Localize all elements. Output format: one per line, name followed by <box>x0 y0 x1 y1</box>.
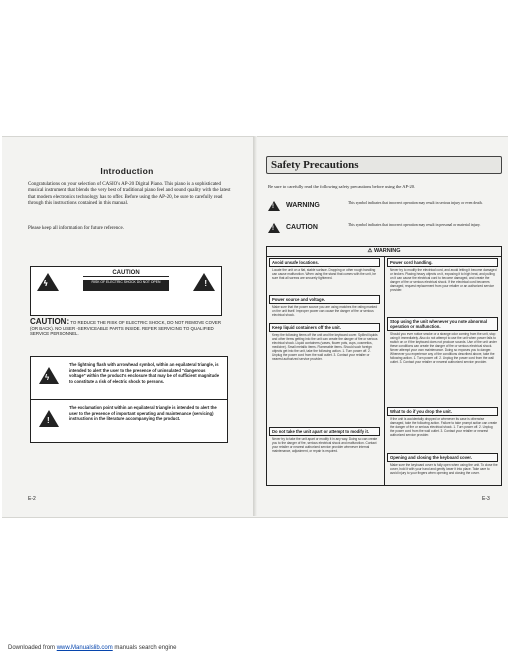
section-power-cord <box>387 258 498 292</box>
warning-triangle-icon <box>268 201 280 211</box>
section-text: Locate the unit on a flat, stable surface. Dropping or other rough handling can cause malfunction. When using the stand that comes with the unit, be sure that all screws are securely tightened. <box>272 268 377 280</box>
right-page <box>258 136 508 516</box>
section-text: Make sure that the power source you are using matches the rating marked on the unit itself. Improper power can cause the danger of fire or serious electrical shock. <box>272 305 378 317</box>
intro-paragraph-2: Please keep all information for future reference. <box>28 226 124 231</box>
left-page <box>2 136 252 516</box>
section-heading: Do not take the unit apart or attempt to modify it. <box>269 427 380 436</box>
section-drop-unit <box>387 407 498 437</box>
caution-label-heading: CAUTION <box>83 270 169 277</box>
warning-exclamation-icon: ! <box>272 204 274 210</box>
signal-caution-row <box>268 222 498 236</box>
section-power-voltage <box>269 295 380 317</box>
section-heading: What to do if you drop the unit. <box>387 407 498 416</box>
section-heading: Keep liquid containers off the unit. <box>269 323 380 332</box>
lightning-note-text: The lightning flash with arrowhead symbol, within an equilateral triangle, is intended to alert the user to the presence of uninsulated "dangerous voltage" within the product's enclosure that may be of sufficient magnitude to constitute a risk of electric shock to persons. <box>69 362 220 384</box>
signal-warning-desc: This symbol indicates that incorrect operation may result in serious injury or even death. <box>348 201 483 205</box>
intro-paragraph-1: Congratulations on your selection of CASIO's AP-20 Digital Piano. This piano is a sophisticated musical instrument that blends the very best of traditional piano feel and sound quality with the latest that modern electronics technology has to offer. Before using the AP-20, be sure to carefully read through this instructions contained in this manual. <box>28 182 231 207</box>
signal-caution-desc: This symbol indicates that incorrect operation may result in personal or material injury. <box>348 223 481 227</box>
section-heading: Stop using the unit whenever you note abnormal operation or malfunction. <box>387 317 498 331</box>
caution-label-box <box>30 266 222 316</box>
section-heading: Avoid unsafe locations. <box>269 258 380 267</box>
footer-prefix: Downloaded from <box>8 645 56 651</box>
manualslib-link[interactable]: www.Manualslib.com <box>56 645 113 651</box>
section-no-disassembly <box>269 427 380 453</box>
section-liquid-containers <box>269 323 380 361</box>
warning-frame-heading-text: WARNING <box>373 248 401 254</box>
signal-word-warning: WARNING <box>286 202 320 209</box>
lightning-symbol-note <box>30 356 228 400</box>
exclamation-mark-icon: ! <box>204 279 207 288</box>
signal-word-caution: CAUTION <box>286 224 318 231</box>
section-text: Never try to modify the electrical cord, and avoid letting it become damaged or broken. Placing heavy objects on it, exposing it to high heat, and pulling on it can cause the electrical cord to become damaged, and create the danger of fire or serious electrical shock. If the electrical cord becomes damaged, request replacement from your retailer or an authorized service provider. <box>390 268 497 292</box>
exclamation-symbol-note <box>30 399 228 443</box>
lightning-glyph-icon: ϟ <box>45 373 50 382</box>
download-footer <box>8 645 176 651</box>
section-text: If the unit is accidentally dropped or whenever its case is otherwise damaged, take the following action. Failure to take prompt action can create the danger of fire or serious electrical shock. 1. Turn power off. 2. Unplug the power cord from the wall outlet. 3. Contact your retailer or nearest authorized service provider. <box>390 417 498 437</box>
exclamation-glyph-icon: ! <box>47 416 50 425</box>
caution-statement <box>30 319 226 337</box>
section-heading: Power cord handling. <box>387 258 498 267</box>
section-text: Never try to take the unit apart or modify it in any way. Doing so can create you to the danger of fire, serious electrical shock and malfunction. Contact your retailer or nearest authorized service provider whenever internal maintenance, adjustment, or repair is required. <box>272 437 378 453</box>
section-abnormal-operation <box>387 317 498 364</box>
section-text: Make sure the keyboard cover is fully open when using the unit. To close the cover, hold it with your hand and gently lower it into place. Take care to avoid injury to your fingers when opening and closing the cover. <box>390 463 498 475</box>
caution-exclamation-icon: ! <box>272 226 274 232</box>
warning-frame-heading: ⚠ WARNING <box>267 247 501 257</box>
safety-title: Safety Precautions <box>266 156 502 174</box>
page-gutter <box>253 136 257 516</box>
intro-title: Introduction <box>100 166 154 176</box>
signal-warning-row <box>268 200 498 214</box>
footer-suffix: manuals search engine <box>114 645 177 651</box>
caution-statement-lead: CAUTION: <box>30 317 70 326</box>
page-number-left: E-2 <box>28 496 36 502</box>
section-heading: Power source and voltage. <box>269 295 380 304</box>
warning-frame <box>266 246 502 486</box>
lightning-bolt-icon: ϟ <box>43 279 49 288</box>
section-text: Should you ever notice smoke or a strange odor coming from the unit, stop using it immediately. Also do not attempt to use the unit when power fails to switch on or if the keyboard does not produce sounds. Use of the unit under these conditions can create the danger of fire or serious electrical shock. Never attempt your own maintenance. Doing so exposes you to danger. Whenever you experience any of the conditions described above, take the following action. 1. Turn power off. 2. Unplug the power cord from the wall outlet. 3. Contact your retailer or nearest authorized service provider. <box>390 332 497 364</box>
section-unsafe-locations <box>269 258 380 280</box>
caution-triangle-icon <box>268 223 280 233</box>
caution-statement-text: TO REDUCE THE RISK OF ELECTRIC SHOCK, DO NOT REMOVE COVER (OR BACK). NO USER -SERVICEABLE PARTS INSIDE. REFER SERVICING TO QUALIFIED SERVICE PERSONNEL. <box>30 320 222 337</box>
safety-intro: Be sure to carefully read the following safety precautions before using the AP-20. <box>268 184 416 189</box>
warning-column-right <box>384 257 501 485</box>
section-text: Keep the following items off the unit and the keyboard cover. Spilled liquids and other items getting into the unit can create the danger of fire or serious electrical shock. Liquid containers (vases, flower pots, cups, cosmetics, medicine). Small metallic items. Flammable items. Should such foreign objects get into the unit, take the following action. 1. Turn power off. 2. Unplug the power cord from the wall outlet. 3. Contact your retailer or nearest authorized service provider. <box>272 333 378 361</box>
page-number-right: E-3 <box>482 496 490 502</box>
exclamation-note-text: The exclamation point within an equilateral triangle is intended to alert the user to the presence of important operating and maintenance (servicing) instructions in the literature accompanying the product. <box>69 405 217 421</box>
caution-label-sub: RISK OF ELECTRIC SHOCK DO NOT OPEN <box>83 280 169 291</box>
section-keyboard-cover <box>387 453 498 475</box>
section-heading: Opening and closing the keyboard cover. <box>387 453 498 462</box>
